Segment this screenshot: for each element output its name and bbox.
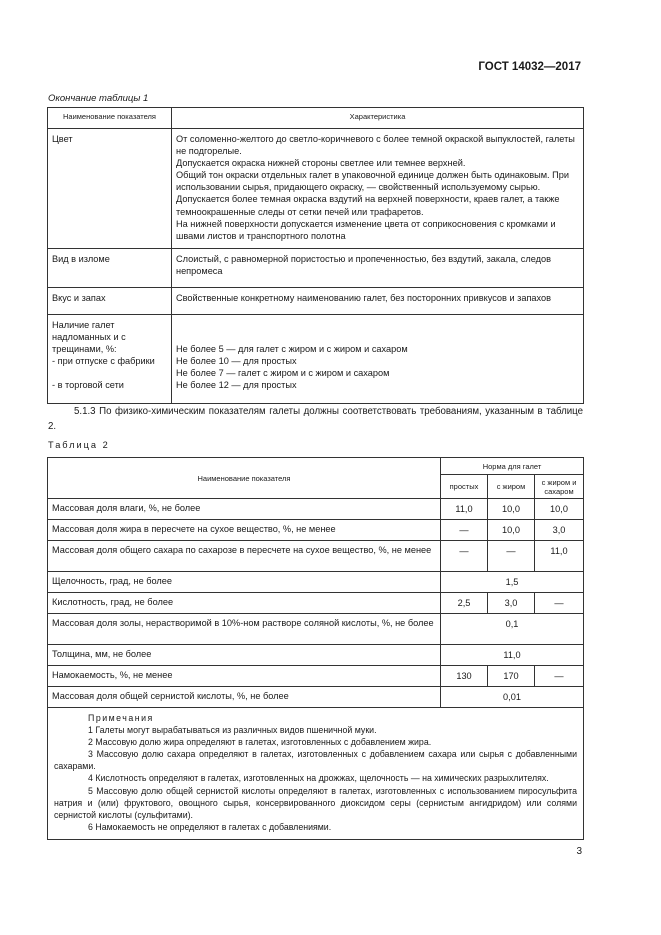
table-row: [48, 645, 584, 666]
text-line: На нижней поверхности допускается изменение цвета от соприкосновения с кромками и швами листов и транспортного полотна: [176, 218, 556, 241]
notes-block: [48, 708, 584, 840]
indicator-name: Массовая доля влаги, %, не более: [48, 499, 441, 520]
indicator-characteristic: [172, 129, 584, 249]
value-cell: 3,0: [535, 520, 584, 541]
indicator-name: Толщина, мм, не более: [48, 645, 441, 666]
table-row: [48, 499, 584, 520]
note-item: 2 Массовую долю жира определяют в галетах, изготовленных с добавлением жира.: [88, 737, 432, 748]
notes-heading: Примечания: [88, 713, 154, 723]
column-header: с жиром: [488, 475, 535, 499]
indicator-name: Вкус и запах: [48, 288, 172, 315]
text-line: Свойственные конкретному наименованию галет, без посторонних привкусов и запахов: [176, 293, 552, 303]
table-row: [48, 288, 584, 315]
table-2: [47, 457, 584, 840]
value-cell: —: [441, 520, 488, 541]
text-line: Не более 12 — для простых: [176, 380, 297, 391]
value-cell: 11,0: [441, 645, 584, 666]
text-line: Слоистый, с равномерной пористостью и пропеченностью, без вздутий, закала, следов непромеса: [176, 254, 551, 277]
table-row: [48, 666, 584, 687]
indicator-characteristic: [172, 315, 584, 404]
indicator-name: Вид в изломе: [48, 249, 172, 288]
value-cell: 3,0: [488, 593, 535, 614]
value-cell: 10,0: [488, 520, 535, 541]
value-cell: 10,0: [535, 499, 584, 520]
value-cell: 0,01: [441, 687, 584, 708]
table-row: [48, 593, 584, 614]
text-line: Наличие галет надломанных и с трещинами, %:: [52, 320, 126, 355]
column-header: Характеристика: [172, 108, 584, 129]
note-item: 1 Галеты могут вырабатываться из различных видов пшеничной муки.: [88, 725, 377, 736]
document-number: ГОСТ 14032—2017: [478, 61, 581, 73]
table-row: [48, 315, 584, 404]
indicator-name: Массовая доля общего сахара по сахарозе в пересчете на сухое вещество, %, не менее: [48, 541, 441, 572]
column-header: простых: [441, 475, 488, 499]
value-cell: —: [535, 666, 584, 687]
indicator-name: Кислотность, град, не более: [48, 593, 441, 614]
indicator-name: Массовая доля жира в пересчете на сухое вещество, %, не менее: [48, 520, 441, 541]
indicator-name: Щелочность, град, не более: [48, 572, 441, 593]
indicator-name: Массовая доля золы, нерастворимой в 10%-ном растворе соляной кислоты, %, не более: [48, 614, 441, 645]
column-header: Наименование показателя: [48, 458, 441, 499]
column-header: Наименование показателя: [48, 108, 172, 129]
value-cell: —: [441, 541, 488, 572]
indicator-characteristic: [172, 249, 584, 288]
text-line: - при отпуске с фабрики: [52, 356, 155, 367]
table1-caption: Окончание таблицы 1: [48, 93, 149, 104]
table-row: [48, 541, 584, 572]
value-cell: 1,5: [441, 572, 584, 593]
note-item: 5 Массовую долю общей сернистой кислоты определяют в галетах, изготовленных с использованием пиросульфита натрия и (или) фруктового, овощного сырья, консервированного диоксидом серы (сернистым ангидридом) или солями сернистой кислоты (сульфитами).: [54, 785, 577, 820]
text-line: Не более 7 — галет с жиром и с жиром и сахаром: [176, 368, 390, 379]
table-1: [47, 107, 584, 404]
value-cell: —: [535, 593, 584, 614]
text-line: - в торговой сети: [52, 380, 124, 391]
value-cell: 170: [488, 666, 535, 687]
page-number: 3: [576, 846, 582, 857]
notes-row: [48, 708, 584, 840]
table-row: [48, 129, 584, 249]
value-cell: 11,0: [535, 541, 584, 572]
indicator-name: Цвет: [48, 129, 172, 249]
value-cell: 130: [441, 666, 488, 687]
indicator-name: [48, 315, 172, 404]
table-row: [48, 687, 584, 708]
indicator-name: Намокаемость, %, не менее: [48, 666, 441, 687]
note-item: 3 Массовую долю сахара определяют в галетах, изготовленных с добавлением сахара или сырья с добавленными сахарами.: [54, 749, 577, 772]
section-paragraph: 5.1.3 По физико-химическим показателям галеты должны соответствовать требованиям, указанным в таблице 2.: [48, 406, 583, 432]
indicator-name: Массовая доля общей сернистой кислоты, %, не более: [48, 687, 441, 708]
column-header: с жиром и сахаром: [535, 475, 584, 499]
note-item: 4 Кислотность определяют в галетах, изготовленных на дрожжах, щелочность — на химических разрыхлителях.: [88, 773, 549, 784]
text-line: Не более 5 — для галет с жиром и с жиром и сахаром: [176, 344, 408, 354]
value-cell: —: [488, 541, 535, 572]
text-line: Не более 10 — для простых: [176, 356, 297, 367]
table-row: [48, 249, 584, 288]
table-row: [48, 572, 584, 593]
column-header: Норма для галет: [441, 458, 584, 475]
indicator-characteristic: [172, 288, 584, 315]
table2-label: Таблица 2: [48, 440, 110, 450]
text-line: Допускается более темная окраска вздутий на верхней поверхности, краев галет, а также темноокрашенные следы от сетки печей или трафаретов.: [176, 194, 560, 217]
table-header-row: [48, 458, 584, 475]
table-row: [48, 520, 584, 541]
value-cell: 11,0: [441, 499, 488, 520]
text-line: От соломенно-желтого до светло-коричневого с более темной окраской выпуклостей, галеты не подгорелые.: [176, 134, 575, 157]
table-header-row: [48, 108, 584, 129]
note-item: 6 Намокаемость не определяют в галетах с добавлениями.: [88, 821, 332, 832]
value-cell: 0,1: [441, 614, 584, 645]
text-line: Общий тон окраски отдельных галет в упаковочной единице должен быть одинаковым. При использовании сырья, придающего окраску, — свойственный используемому сырью.: [176, 170, 570, 193]
table-row: [48, 614, 584, 645]
value-cell: 10,0: [488, 499, 535, 520]
text-line: Допускается окраска нижней стороны светлее или темнее верхней.: [176, 158, 466, 169]
value-cell: 2,5: [441, 593, 488, 614]
